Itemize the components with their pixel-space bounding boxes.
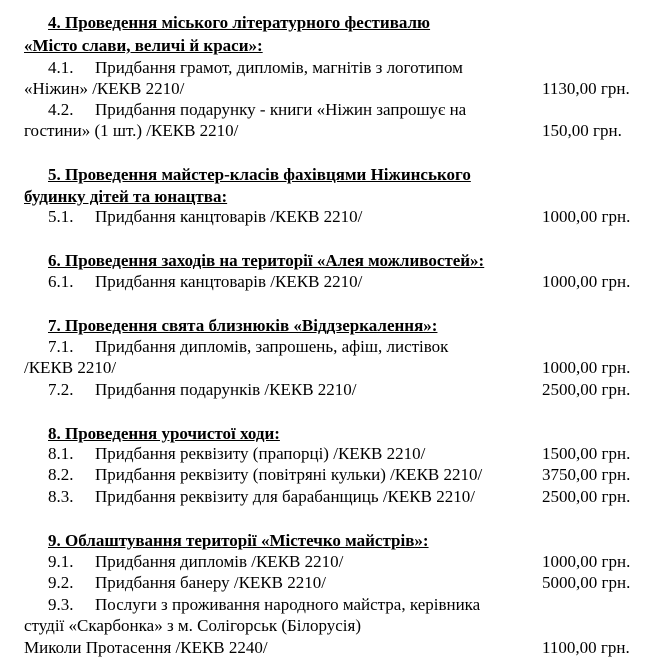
item-amount: 1000,00 грн. <box>542 272 631 291</box>
item-9-1 <box>0 551 659 573</box>
item-number: 9.2. <box>48 573 74 592</box>
item-amount: 5000,00 грн. <box>542 573 631 592</box>
section-6-heading <box>0 250 659 272</box>
item-text: Придбання подарунків /КЕКВ 2210/ <box>95 380 357 399</box>
item-number: 5.1. <box>48 207 74 226</box>
item-amount: 1000,00 грн. <box>542 552 631 571</box>
item-4-1-cont <box>0 78 659 100</box>
item-number: 8.2. <box>48 465 74 484</box>
item-9-2 <box>0 572 659 594</box>
section-4-title-line1: 4. Проведення міського літературного фестивалю <box>48 13 431 32</box>
item-7-1 <box>0 336 659 358</box>
item-amount: 2500,00 грн. <box>542 487 631 506</box>
item-number: 7.2. <box>48 380 74 399</box>
section-5-heading <box>0 164 659 186</box>
item-9-3-cont <box>0 615 659 637</box>
item-7-2 <box>0 379 659 401</box>
item-amount: 1130,00 грн. <box>542 79 630 98</box>
item-amount: 1000,00 грн. <box>542 358 631 377</box>
item-text: Придбання дипломів /КЕКВ 2210/ <box>95 552 344 571</box>
item-number: 9.3. <box>48 595 74 614</box>
item-text: Послуги з проживання народного майстра, керівника <box>95 595 481 614</box>
item-text: Придбання канцтоварів /КЕКВ 2210/ <box>95 207 363 226</box>
item-9-3-cont2 <box>0 637 659 659</box>
item-number: 9.1. <box>48 552 74 571</box>
item-amount: 150,00 грн. <box>542 121 622 140</box>
item-text: Придбання реквізиту (повітряні кульки) /КЕКВ 2210/ <box>95 465 483 484</box>
item-8-1 <box>0 443 659 465</box>
item-number: 7.1. <box>48 337 74 356</box>
item-5-1 <box>0 206 659 228</box>
item-number: 6.1. <box>48 272 74 291</box>
item-amount: 1000,00 грн. <box>542 207 631 226</box>
item-text: Придбання дипломів, запрошень, афіш, листівок <box>95 337 449 356</box>
item-9-3 <box>0 594 659 616</box>
section-7-title: 7. Проведення свята близнюків «Віддзеркалення»: <box>48 316 438 335</box>
item-number: 4.2. <box>48 100 74 119</box>
item-text: Придбання канцтоварів /КЕКВ 2210/ <box>95 272 363 291</box>
section-9-title: 9. Облаштування території «Містечко майстрів»: <box>48 531 429 550</box>
section-4-heading-line2 <box>0 35 659 57</box>
item-4-2-cont <box>0 120 659 142</box>
section-5-title-line1: 5. Проведення майстер-класів фахівцями Ніжинського <box>48 165 471 184</box>
item-number: 4.1. <box>48 58 74 77</box>
item-text-cont: «Ніжин» /КЕКВ 2210/ <box>24 79 185 98</box>
section-6-title: 6. Проведення заходів на території «Алея можливостей»: <box>48 251 485 270</box>
item-7-1-cont <box>0 357 659 379</box>
item-4-1 <box>0 57 659 79</box>
section-8-title: 8. Проведення урочистої ходи: <box>48 424 280 443</box>
item-amount: 1500,00 грн. <box>542 444 631 463</box>
item-amount: 3750,00 грн. <box>542 465 631 484</box>
item-8-3 <box>0 486 659 508</box>
item-6-1 <box>0 271 659 293</box>
section-7-heading <box>0 315 659 337</box>
item-text: Придбання реквізиту для барабанщиць /КЕКВ 2210/ <box>95 487 475 506</box>
section-4-heading <box>0 12 659 34</box>
item-text-cont: студії «Скарбонка» з м. Солігорськ (Білорусія) <box>24 616 362 635</box>
item-4-2 <box>0 99 659 121</box>
item-text: Придбання реквізиту (прапорці) /КЕКВ 2210/ <box>95 444 426 463</box>
item-amount: 1100,00 грн. <box>542 638 630 657</box>
item-text-cont: гостини» (1 шт.) /КЕКВ 2210/ <box>24 121 239 140</box>
item-8-2 <box>0 464 659 486</box>
section-5-title-line2: будинку дітей та юнацтва: <box>24 187 228 206</box>
item-text: Придбання банеру /КЕКВ 2210/ <box>95 573 326 592</box>
item-text-cont: Миколи Протасення /КЕКВ 2240/ <box>24 638 268 657</box>
item-text: Придбання грамот, дипломів, магнітів з логотипом <box>95 58 463 77</box>
section-5-heading-line2 <box>0 186 659 208</box>
item-number: 8.3. <box>48 487 74 506</box>
section-8-heading <box>0 423 659 445</box>
item-amount: 2500,00 грн. <box>542 380 631 399</box>
section-4-title-line2: «Місто слави, величі й краси»: <box>24 36 263 55</box>
item-number: 8.1. <box>48 444 74 463</box>
item-text-cont: /КЕКВ 2210/ <box>24 358 117 377</box>
section-9-heading <box>0 530 659 552</box>
item-text: Придбання подарунку - книги «Ніжин запрошує на <box>95 100 467 119</box>
